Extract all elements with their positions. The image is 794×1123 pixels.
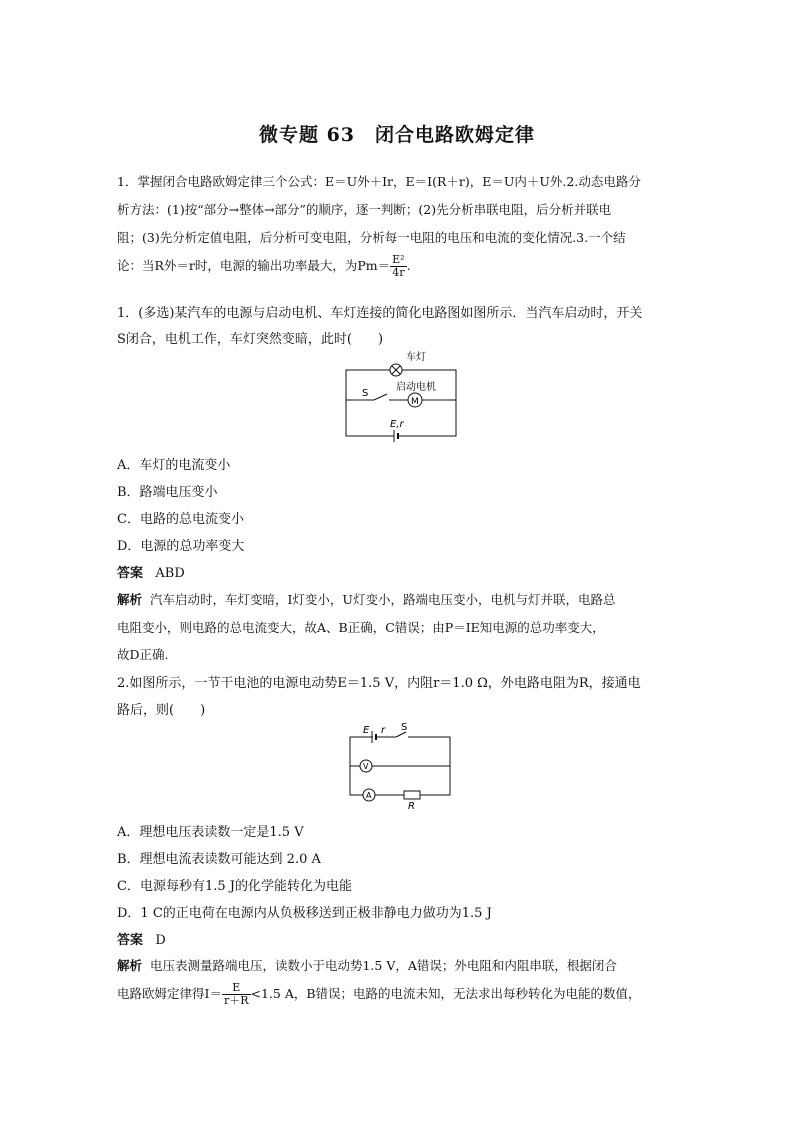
q2-analysis-text-2: 电路欧姆定律得I＝ — [117, 986, 222, 1001]
intro-line-4 — [117, 254, 411, 279]
intro-line-4-text: 论：当R外＝r时，电源的输出功率最大，为Pm＝ — [117, 258, 391, 273]
q2-internal-resistance-label: r — [381, 725, 386, 736]
current-fraction — [222, 982, 251, 1007]
q1-switch-blade — [374, 394, 387, 400]
q2-voltmeter-letter: V — [363, 762, 369, 771]
q1-analysis-label: 解析 — [117, 592, 143, 607]
q2-resistor-symbol — [404, 791, 420, 799]
q2-analysis-text-2-end: <1.5 A，B错误；电路的电流未知，无法求出每秒转化为电能的数值， — [250, 986, 641, 1001]
current-fraction-denominator: r＋R — [223, 994, 249, 1007]
q1-option-b: B．路端电压变小 — [117, 485, 218, 500]
q2-resistor-label: R — [408, 801, 415, 812]
q2-option-b: B．理想电流表读数可能达到 2.0 A — [117, 852, 321, 867]
q2-analysis-label: 解析 — [117, 958, 143, 973]
q1-stem-line-1: 1．(多选)某汽车的电源与启动电机、车灯连接的简化电路图如图所示．当汽车启动时，开关 — [117, 306, 643, 321]
power-fraction — [390, 254, 406, 279]
q2-answer — [117, 929, 166, 948]
power-fraction-denominator: 4r — [392, 266, 405, 279]
q2-answer-value: D — [155, 933, 166, 948]
intro-line-3: 阻；(3)先分析定值电阻，后分析可变电阻，分析每一电阻的电压和电流的变化情况.3.一个结 — [117, 230, 626, 245]
q2-option-a: A．理想电压表读数一定是1.5 V — [117, 825, 304, 840]
q2-stem-line-1: 2.如图所示，一节干电池的电源电动势E＝1.5 V，内阻r＝1.0 Ω，外电路电阻为R，接通电 — [117, 676, 641, 691]
q2-switch-label: S — [401, 722, 408, 733]
q2-option-d: D．1 C的正电荷在电源内从负极移送到正极非静电力做功为1.5 J — [117, 906, 492, 921]
q2-answer-label: 答案 — [117, 933, 144, 948]
q2-ammeter-letter: A — [366, 791, 372, 800]
q2-circuit-diagram — [344, 721, 456, 812]
q1-analysis-line-2: 电阻变小，则电路的总电流变大，故A、B正确，C错误；由P＝IE知电源的总功率变大， — [117, 620, 605, 635]
q2-analysis-line-2 — [117, 982, 641, 1007]
page-title: 微专题 63 闭合电路欧姆定律 — [258, 124, 536, 146]
q1-switch-label: S — [362, 388, 369, 399]
q1-lamp-label: 车灯 — [406, 352, 426, 363]
current-fraction-numerator: E — [222, 982, 251, 995]
q1-motor-letter: M — [411, 397, 419, 407]
q2-analysis-text-1: 电压表测量路端电压，读数小于电动势1.5 V，A错误；外电阻和内阻串联，根据闭合 — [149, 958, 617, 973]
q1-option-c: C．电路的总电流变小 — [117, 512, 244, 527]
q2-analysis-line-1 — [117, 956, 617, 974]
q1-analysis-line-1 — [117, 590, 615, 608]
intro-line-2: 析方法：(1)按“部分→整体→部分”的顺序，逐一判断；(2)先分析串联电阻，后分析并联电 — [117, 202, 612, 217]
intro-line-4-end: . — [406, 258, 411, 273]
q2-stem-line-2: 路后，则( ) — [117, 703, 206, 718]
q1-circuit-diagram — [338, 348, 463, 442]
q1-option-d: D．电源的总功率变大 — [117, 539, 245, 554]
q1-stem-line-2: S闭合，电机工作，车灯突然变暗，此时( ) — [117, 332, 384, 347]
q1-answer — [117, 562, 185, 581]
q1-answer-value: ABD — [155, 566, 185, 581]
q2-source-label: E — [363, 725, 370, 736]
q1-option-a: A．车灯的电流变小 — [117, 458, 231, 473]
q1-motor-label: 启动电机 — [396, 382, 436, 393]
q1-analysis-line-3: 故D正确. — [117, 647, 169, 662]
power-fraction-numerator: E² — [392, 253, 405, 266]
q1-answer-label: 答案 — [117, 566, 144, 581]
q2-option-c: C．电源每秒有1.5 J的化学能转化为电能 — [117, 879, 352, 894]
intro-line-1: 1．掌握闭合电路欧姆定律三个公式：E＝U外＋Ir，E＝I(R＋r)，E＝U内＋U外.2.动态电路分 — [117, 174, 641, 189]
q1-source-label: E,r — [390, 419, 404, 430]
q1-analysis-text-1: 汽车启动时，车灯变暗，I灯变小，U灯变小，路端电压变小，电机与灯并联，电路总 — [149, 592, 616, 607]
